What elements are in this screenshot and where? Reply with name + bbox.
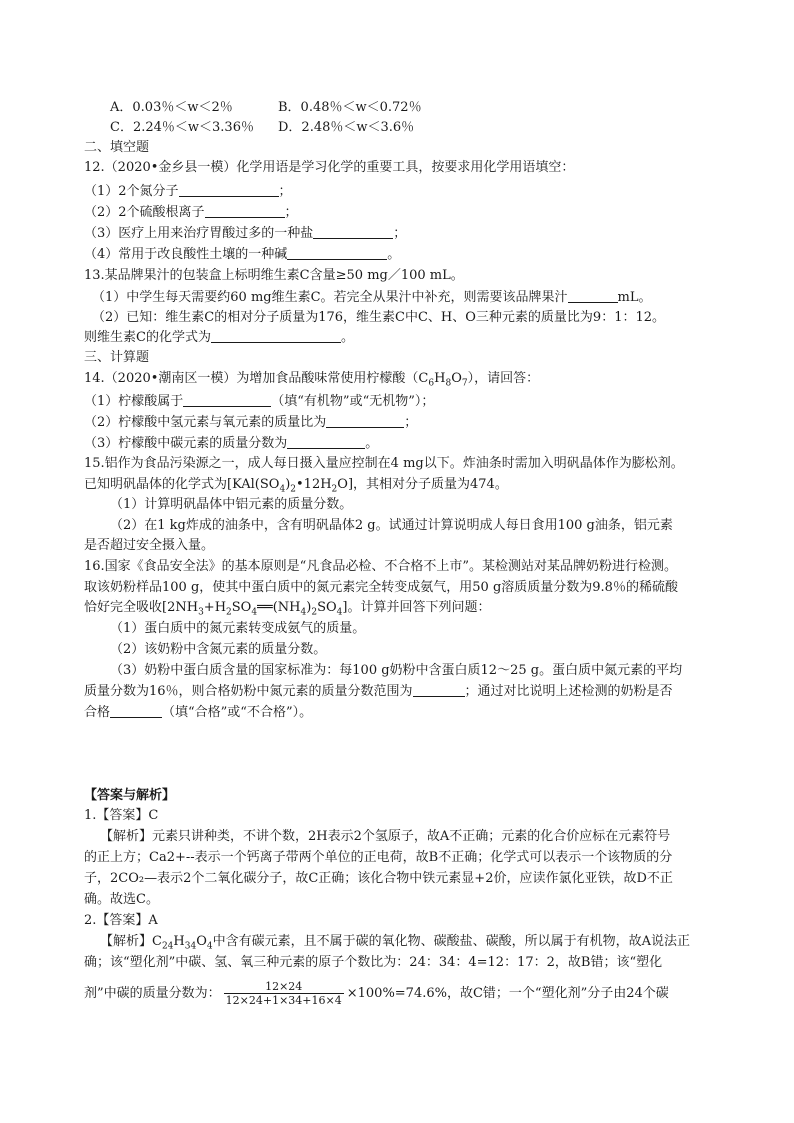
q15-line1: 15.铝作为食品污染源之一，成人每日摄入量应控制在4 mg以下。炸油条时需加入明矾晶体作为膨松剂。 — [84, 456, 684, 471]
answer1-line1: 【解析】元素只讲种类，不讲个数，2H表示2个氢原子，故A不正确；元素的化合价应标在元素符号 — [100, 829, 671, 844]
q14-stem: 14.（2020•潮南区一模）为增加食品酸味常使用柠檬酸$(C_6H_8O_7)$，请回答： — [84, 371, 540, 388]
answer1-head: 1.【答案】C — [84, 808, 159, 823]
answer2-line2: 确；该“塑化剂”中碳、氢、氧三种元素的原子个数比为：24：34：4=12：17：2，故B错；该“塑化 — [84, 955, 663, 970]
q16-part1: （1）蛋白质中的氮元素转变成氨气的质量。 — [110, 621, 366, 636]
q12-part1: （1）2个氮分子 ； — [84, 184, 292, 199]
answer2-head: 2.【答案】A — [84, 913, 158, 928]
q12-part3: （3）医疗上用来治疗胃酸过多的一种盐 ； — [84, 226, 407, 241]
q16-line2: 取该奶粉样品100 g，使其中蛋白质中的氮元素完全转变成氨气，用50 g溶质质量分数为9.8％的稀硫酸 — [84, 580, 678, 595]
q16-line3: 恰好完全吸收$[2NH_3+H_2SO_4══(NH_4)_2SO_4]$。计算并回答下列问题： — [84, 600, 491, 617]
answer2-line3: 剂”中碳的质量分数为： $\frac{12\times 24}{12\times 24+1\times 34+16\times 4}$ ×100%=74.6%，故C错；一个“塑化剂”分子由24个碳 — [84, 980, 669, 1007]
answer-blank[interactable] — [413, 682, 465, 697]
answer-blank[interactable] — [211, 328, 341, 343]
answer1-line3: 子，2CO₂—表示2个二氧化碳分子，故C正确；该化合物中铁元素显+2价，应读作氯化亚铁，故D不正 — [84, 871, 673, 886]
option-a: A．0.03％＜w＜2％ — [110, 100, 233, 115]
q16-part3-end: 合格 （填“合格”或“不合格”）。 — [84, 705, 313, 720]
q14-part2: （2）柠檬酸中氢元素与氧元素的质量比为 ； — [84, 415, 418, 430]
q13-part2: （2）已知：维生素C的相对分子质量为176，维生素C中C、H、O三种元素的质量比为9：1：12。 — [92, 310, 666, 325]
q16-line1: 16.国家《食品安全法》的基本原则是“凡食品必检、不合格不上市”。某检测站对某品牌奶粉进行检测。 — [84, 559, 677, 574]
q16-part2: （2）该奶粉中含氮元素的质量分数。 — [110, 642, 327, 657]
answer2-line1: 【解析】$C_{24}H_{34}O_4$中含有碳元素，且不属于碳的氧化物、碳酸盐、碳酸，所以属于有机物，故A说法正 — [100, 934, 690, 951]
q13-stem: 13.某品牌果汁的包装盒上标明维生素C含量≥50 mg／100 mL。 — [84, 268, 464, 283]
fraction: $\frac{12\times 24}{12\times 24+1\times 34+16\times 4}$ — [225, 980, 342, 1007]
answers-title: 【答案与解析】 — [84, 788, 176, 803]
answer-blank[interactable] — [313, 224, 393, 239]
answer1-line4: 确。故选C。 — [84, 892, 159, 907]
q12-stem: 12.（2020•金乡县一模）化学用语是学习化学的重要工具，按要求用化学用语填空： — [84, 160, 575, 175]
section-title-calculation: 三、计算题 — [84, 350, 150, 365]
answer-blank[interactable] — [326, 413, 404, 428]
q15-part1: （1）计算明矾晶体中铝元素的质量分数。 — [110, 497, 353, 512]
q12-part4: （4）常用于改良酸性土壤的一种碱 。 — [84, 247, 401, 262]
q16-part3-cont: 质量分数为16％，则合格奶粉中氮元素的质量分数范围为 ；通过对比说明上述检测的奶粉是否 — [84, 684, 673, 699]
option-d: D．2.48％＜w＜3.6％ — [278, 120, 415, 135]
answer1-line2: 的正上方；Ca2+--表示一个钙离子带两个单位的正电荷，故B不正确；化学式可以表示一个该物质的分 — [84, 850, 673, 865]
q13-part1: （1）中学生每天需要约60 mg维生素C。若完全从果汁中补充，则需要该品牌果汁 mL。 — [92, 290, 652, 305]
answer-blank[interactable] — [110, 703, 162, 718]
answer-blank[interactable] — [568, 288, 618, 303]
answer-blank[interactable] — [287, 434, 365, 449]
answer-blank[interactable] — [287, 245, 387, 260]
q15-line2: 已知明矾晶体的化学式为$[KAl(SO_4)_2•12H_2O]$，其相对分子质量为474。 — [84, 477, 508, 494]
option-b: B．0.48％＜w＜0.72％ — [278, 100, 422, 115]
q15-part2: （2）在1 kg炸成的油条中，含有明矾晶体2 g。试通过计算说明成人每日食用100 g油条，铝元素 — [110, 518, 673, 533]
answer-blank[interactable] — [179, 182, 279, 197]
answer-blank[interactable] — [205, 203, 285, 218]
q12-part2: （2）2个硫酸根离子 ； — [84, 205, 298, 220]
option-c: C．2.24％＜w＜3.36％ — [110, 120, 254, 135]
q16-part3: （3）奶粉中蛋白质含量的国家标准为：每100 g奶粉中含蛋白质12～25 g。蛋白质中氮元素的平均 — [110, 663, 683, 678]
q14-part1: （1）柠檬酸属于 （填“有机物”或“无机物”）； — [84, 394, 435, 409]
section-title-fill-in: 二、填空题 — [84, 140, 150, 155]
q13-part2-cont: 则维生素C的化学式为 。 — [84, 330, 354, 345]
answer-blank[interactable] — [183, 392, 271, 407]
q15-part2-cont: 是否超过安全摄入量。 — [84, 538, 215, 553]
q14-part3: （3）柠檬酸中碳元素的质量分数为 。 — [84, 436, 379, 451]
